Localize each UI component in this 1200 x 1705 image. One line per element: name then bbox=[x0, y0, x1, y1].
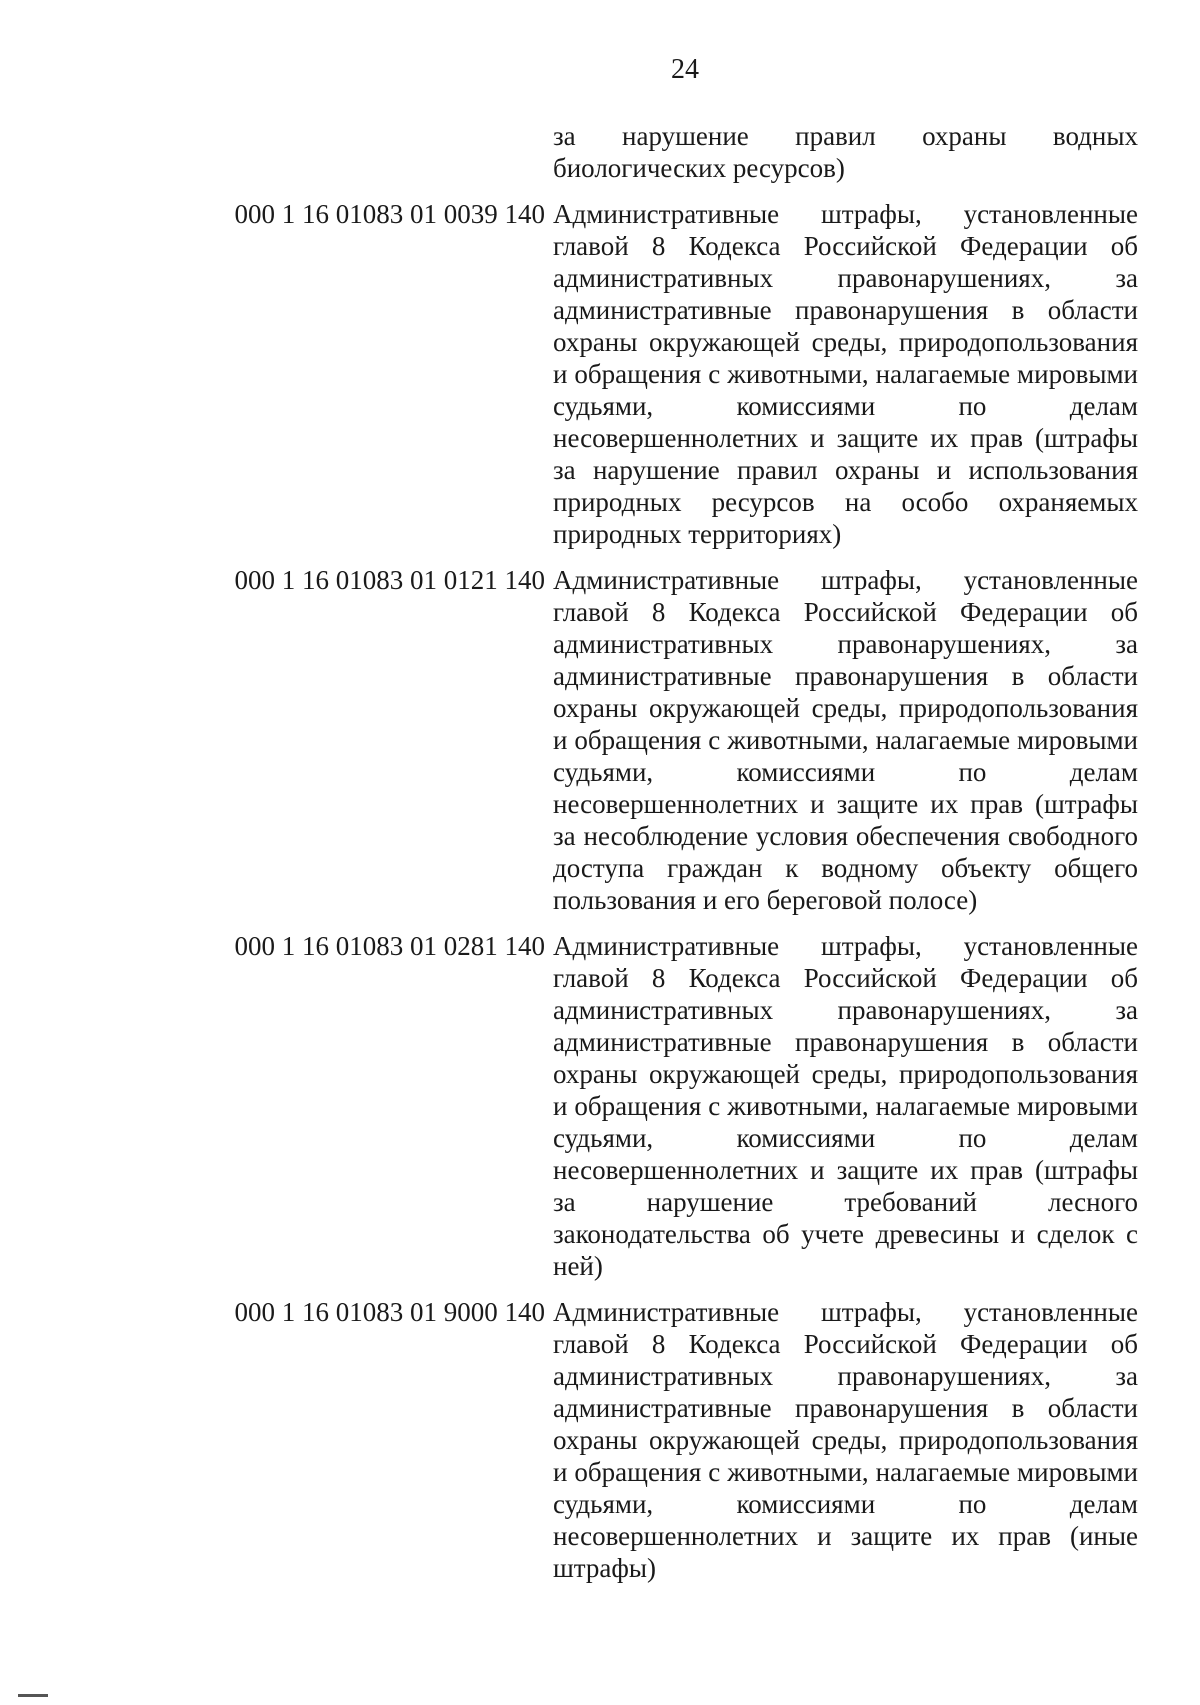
budget-code: 000 1 16 01083 01 0039 140 bbox=[234, 199, 545, 229]
code-description: Административные штрафы, установленные главой 8 Кодекса Российской Федерации об административных правонарушениях, за административные правонарушения в области охраны окружающей среды, природопользования и обращения с животными, налагаемые мировыми судьями, комиссиями по делам несовершеннолетних и защите их прав (штрафы за несоблюдение условия обеспечения свободного доступа граждан к водному объекту общего пользования и его береговой полосе) bbox=[553, 565, 1138, 915]
table-row bbox=[0, 564, 1200, 916]
table-row bbox=[0, 198, 1200, 550]
code-description: за нарушение правил охраны водных биологических ресурсов) bbox=[553, 121, 1138, 183]
table-row bbox=[0, 1296, 1200, 1584]
budget-code: 000 1 16 01083 01 9000 140 bbox=[234, 1297, 545, 1327]
scan-artifact bbox=[18, 1694, 48, 1697]
code-description: Административные штрафы, установленные главой 8 Кодекса Российской Федерации об административных правонарушениях, за административные правонарушения в области охраны окружающей среды, природопользования и обращения с животными, налагаемые мировыми судьями, комиссиями по делам несовершеннолетних и защите их прав (иные штрафы) bbox=[553, 1297, 1138, 1583]
classification-table bbox=[0, 120, 1200, 1598]
page-number: 24 bbox=[671, 54, 699, 85]
code-description: Административные штрафы, установленные главой 8 Кодекса Российской Федерации об административных правонарушениях, за административные правонарушения в области охраны окружающей среды, природопользования и обращения с животными, налагаемые мировыми судьями, комиссиями по делам несовершеннолетних и защите их прав (штрафы за нарушение требований лесного законодательства об учете древесины и сделок с ней) bbox=[553, 931, 1138, 1281]
budget-code: 000 1 16 01083 01 0121 140 bbox=[234, 565, 545, 595]
code-description: Административные штрафы, установленные главой 8 Кодекса Российской Федерации об административных правонарушениях, за административные правонарушения в области охраны окружающей среды, природопользования и обращения с животными, налагаемые мировыми судьями, комиссиями по делам несовершеннолетних и защите их прав (штрафы за нарушение правил охраны и использования природных ресурсов на особо охраняемых природных территориях) bbox=[553, 199, 1138, 549]
budget-code: 000 1 16 01083 01 0281 140 bbox=[234, 931, 545, 961]
table-row bbox=[0, 120, 1200, 184]
table-row bbox=[0, 930, 1200, 1282]
